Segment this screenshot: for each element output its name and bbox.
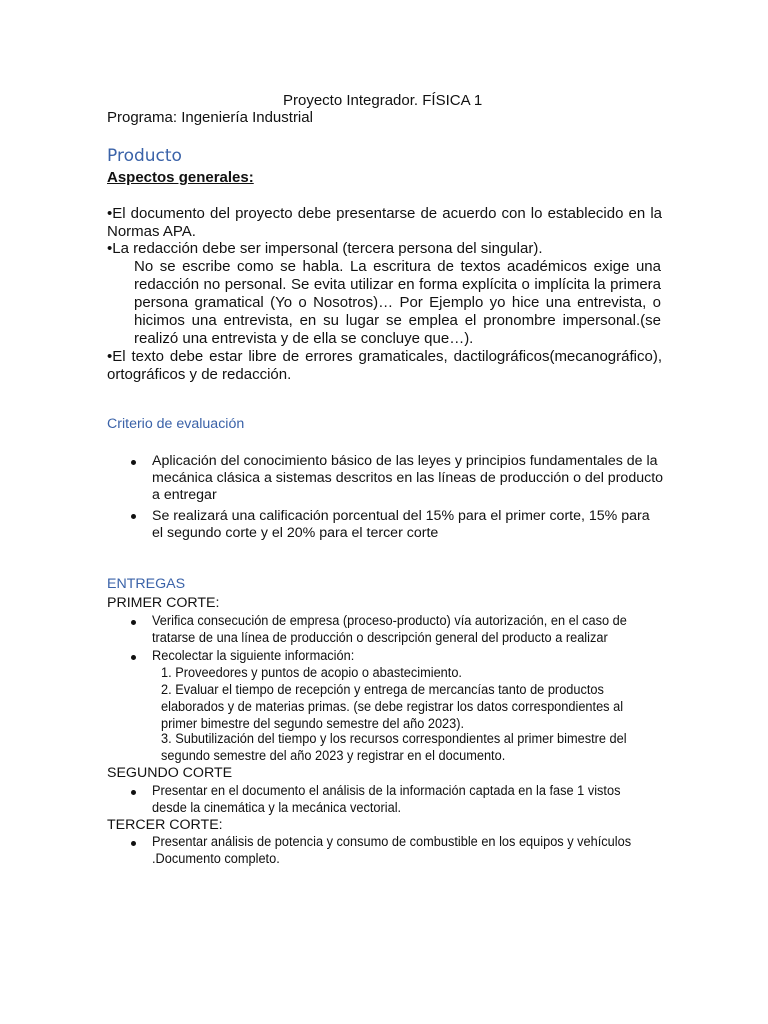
bullet-dot-icon (131, 460, 136, 465)
aspectos-generales-heading: Aspectos generales: (107, 169, 254, 186)
entregas-heading: ENTREGAS (107, 576, 186, 592)
criterio-item-calificacion: Se realizará una calificación porcentual del 15% para el primer corte, 15% para el segundo corte y el 20% para el tercer corte (152, 508, 650, 541)
primer-corte-item-verifica: Verifica consecución de empresa (proceso-producto) vía autorización, en el caso de tratarse de una línea de producción o descripción general del producto a realizar (152, 613, 627, 646)
bullet-dot-icon (131, 514, 136, 519)
primer-corte-item-recolectar: Recolectar la siguiente información: (152, 648, 355, 664)
primer-corte-title: PRIMER CORTE: (107, 595, 220, 611)
tercer-corte-title: TERCER CORTE: (107, 817, 223, 833)
primer-corte-sub-proveedores: 1. Proveedores y puntos de acopio o abastecimiento. (161, 665, 462, 681)
producto-paragraph-detail: No se escribe como se habla. La escritura de textos académicos exige una redacción no personal. Se evita utilizar en forma explícita o implícita la primera persona gramatical (Yo o Nosotros)… Por Ejemplo yo hice una entrevista, o hicimos una entrevista, en su lugar se emplea el pronombre impersonal.(se realizó una entrevista y de ella se concluye que…). (134, 258, 661, 347)
producto-paragraph-impersonal: •La redacción debe ser impersonal (tercera persona del singular). (107, 240, 543, 257)
bullet-dot-icon (131, 841, 136, 846)
primer-corte-sub-evaluar: 2. Evaluar el tiempo de recepción y entrega de mercancías tanto de productos elaborados y de materias primas. (se debe registrar los datos correspondientes al primer bimestre del segundo semestre del año 2023). (161, 682, 624, 732)
program-line: Programa: Ingeniería Industrial (107, 109, 313, 126)
bullet-dot-icon (131, 620, 136, 625)
segundo-corte-title: SEGUNDO CORTE (107, 765, 233, 781)
criterio-heading: Criterio de evaluación (107, 416, 245, 432)
tercer-corte-item: Presentar análisis de potencia y consumo de combustible en los equipos y vehículos .Documento completo. (152, 834, 632, 867)
bullet-dot-icon (131, 790, 136, 795)
segundo-corte-item: Presentar en el documento el análisis de la información captada en la fase 1 vistos desde la cinemática y la mecánica vectorial. (152, 783, 621, 816)
producto-paragraph-errores: •El texto debe estar libre de errores gramaticales, dactilográficos(mecanográfico), ortográficos y de redacción. (107, 348, 662, 383)
bullet-dot-icon (131, 655, 136, 660)
criterio-item-aplicacion: Aplicación del conocimiento básico de las leyes y principios fundamentales de la mecánica clásica a sistemas descritos en las líneas de producción o del producto a entregar (152, 453, 664, 503)
document-title: Proyecto Integrador. FÍSICA 1 (283, 92, 483, 109)
producto-paragraph-apa: •El documento del proyecto debe presentarse de acuerdo con lo establecido en la Normas APA. (107, 205, 662, 240)
producto-heading: Producto (107, 146, 182, 166)
primer-corte-sub-subutilizacion: 3. Subutilización del tiempo y los recursos correspondientes al primer bimestre del segundo semestre del año 2023 y registrar en el documento. (161, 731, 627, 764)
